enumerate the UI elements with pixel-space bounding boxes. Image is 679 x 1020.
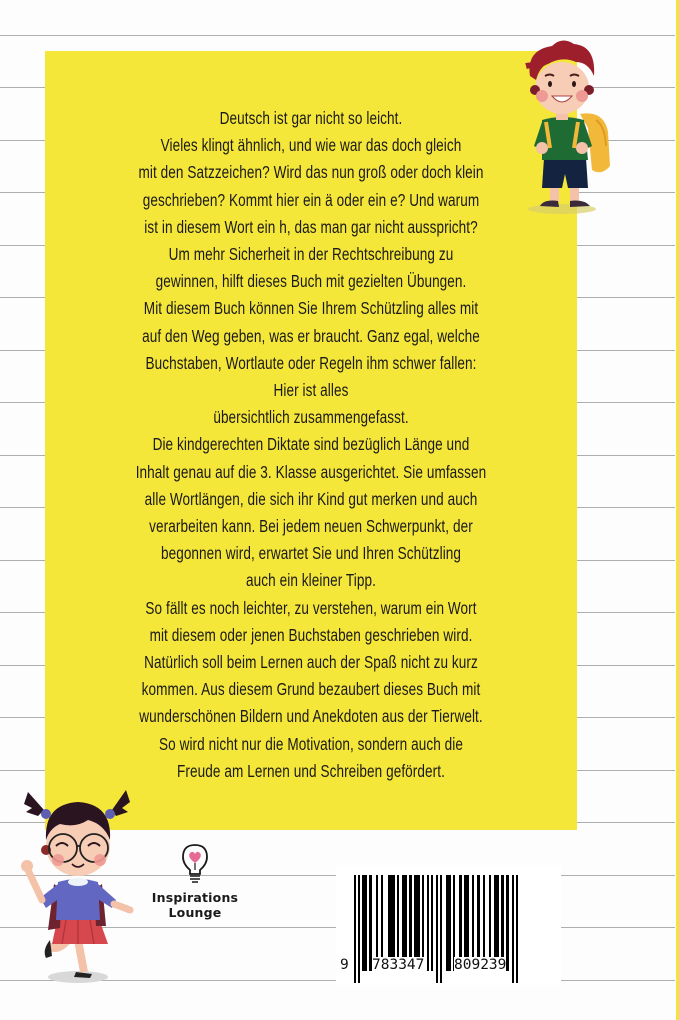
blurb-line: Deutsch ist gar nicht so leicht. bbox=[219, 108, 403, 128]
blurb-line: So fällt es noch leichter, zu verstehen, warum ein Wort bbox=[145, 597, 477, 618]
publisher-logo bbox=[145, 843, 245, 920]
lightbulb-heart-icon bbox=[180, 843, 210, 885]
blurb-line: Vieles klingt ähnlich, und wie war das doch gleich bbox=[160, 135, 462, 156]
blurb-line: gewinnen, hilft dieses Buch mit gezielten Übungen. bbox=[155, 271, 467, 292]
blurb-line: Natürlich soll beim Lernen auch der Spaß nicht zu kurz bbox=[144, 652, 478, 673]
blurb-line: auf den Weg geben, was er braucht. Ganz egal, welche bbox=[142, 325, 480, 346]
blurb-line: ist in diesem Wort ein h, das man gar nicht ausspricht? bbox=[144, 216, 478, 237]
blurb-line: Um mehr Sicherheit in der Rechtschreibung zu bbox=[168, 244, 454, 265]
blurb-line: Hier ist alles bbox=[273, 380, 349, 401]
blurb-line: So wird nicht nur die Motivation, sondern auch die bbox=[158, 733, 464, 754]
blurb-line: auch ein kleiner Tipp. bbox=[246, 570, 376, 591]
blurb-line: übersichtlich zusammengefasst. bbox=[213, 407, 409, 428]
barcode-lead-digit: 9 bbox=[340, 957, 349, 973]
blurb-line: Buchstaben, Wortlaute oder Regeln ihm schwer fallen: bbox=[145, 352, 477, 373]
blurb-line: Die kindgerechten Diktate sind bezüglich Länge und bbox=[152, 434, 470, 455]
publisher-name-line1: Inspirations bbox=[151, 890, 239, 905]
blurb-line: wunderschönen Bildern und Anekdoten aus der Tierwelt. bbox=[139, 706, 483, 727]
blurb-line: geschrieben? Kommt hier ein ä oder ein e? Und warum bbox=[142, 189, 480, 210]
blurb-line: mit diesem oder jenen Buchstaben geschrieben wird. bbox=[149, 624, 473, 645]
publisher-name-line2: Lounge bbox=[168, 905, 222, 920]
blurb-line: verarbeiten kann. Bei jedem neuen Schwerpunkt, der bbox=[149, 516, 473, 537]
barcode-group-2: 809239 bbox=[454, 957, 507, 973]
blurb-line: Mit diesem Buch können Sie Ihrem Schützling alles mit bbox=[143, 298, 479, 319]
boy-illustration bbox=[512, 36, 612, 216]
blurb-line: kommen. Aus diesem Grund bezaubert dieses Buch mit bbox=[141, 679, 481, 700]
girl-illustration bbox=[18, 780, 136, 985]
barcode-group-1: 783347 bbox=[372, 957, 425, 973]
barcode-bars bbox=[336, 865, 561, 985]
blurb-line: mit den Satzzeichen? Wird das nun groß oder doch klein bbox=[138, 162, 484, 183]
isbn-barcode bbox=[336, 865, 561, 985]
blurb-line: Inhalt genau auf die 3. Klasse ausgerichtet. Sie umfassen bbox=[135, 461, 487, 482]
blurb-text bbox=[104, 105, 519, 785]
blurb-line: Freude am Lernen und Schreiben gefördert. bbox=[177, 760, 445, 781]
blurb-line: begonnen wird, erwartet Sie und Ihren Schützling bbox=[160, 543, 462, 564]
blurb-line: alle Wortlängen, die sich ihr Kind gut merken und auch bbox=[144, 488, 478, 509]
